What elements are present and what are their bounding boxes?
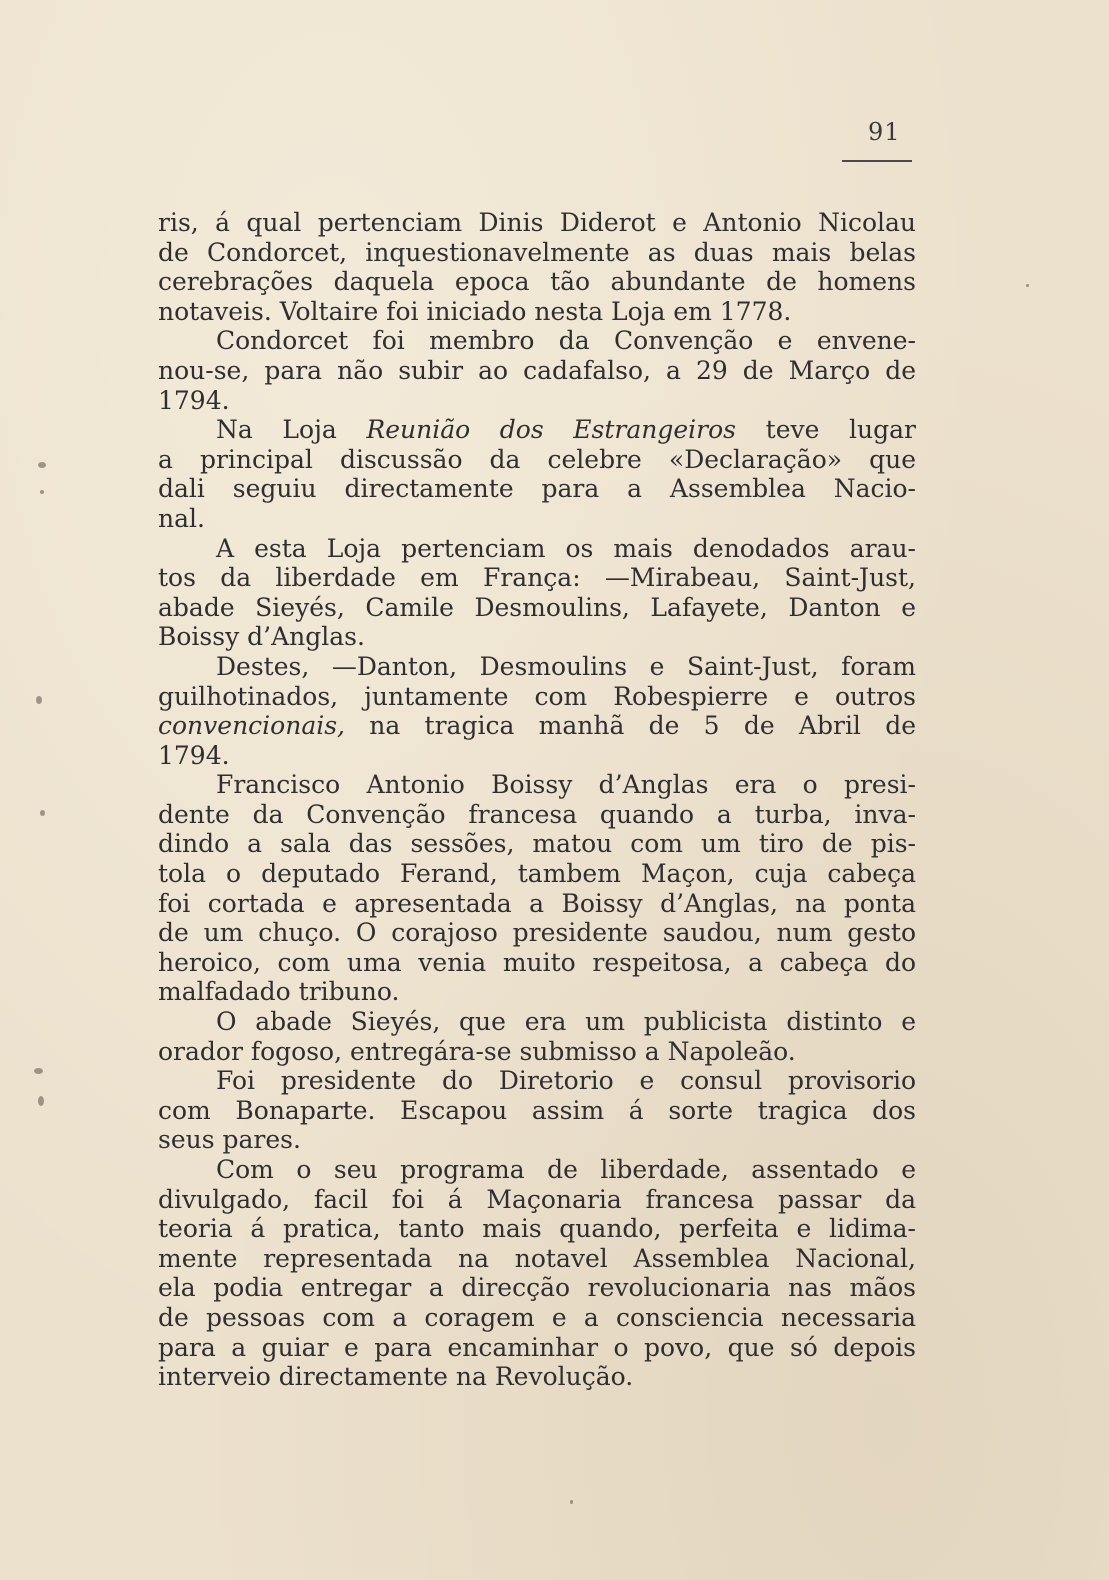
text-line: 1794. <box>158 740 230 770</box>
italic-term: convencionais, <box>158 711 345 741</box>
text-line: guilhotinados, juntamente com Robespierre e outros <box>158 681 916 711</box>
paragraph-start-line: A esta Loja pertenciam os mais denodados arau- <box>216 533 916 563</box>
text-line: heroico, com uma venia muito respeitosa, a cabeça do <box>158 947 916 977</box>
paper-speck <box>34 1068 43 1074</box>
paragraph-start-line: Condorcet foi membro da Convenção e envene- <box>216 326 916 356</box>
text-line: para a guiar e para encaminhar o povo, que só depois <box>158 1332 916 1362</box>
paragraph-start-line: O abade Sieyés, que era um publicista distinto e <box>216 1007 916 1037</box>
paper-speck <box>40 490 44 494</box>
paper-speck <box>1026 284 1029 287</box>
text-line: abade Sieyés, Camile Desmoulins, Lafayete, Danton e <box>158 592 916 622</box>
text-line: mente representada na notavel Assemblea Nacional, <box>158 1243 916 1273</box>
text-line: nou-se, para não subir ao cadafalso, a 29 de Março de <box>158 355 916 385</box>
text-line: de pessoas com a coragem e a consciencia necessaria <box>158 1302 916 1332</box>
paper-speck <box>40 810 45 816</box>
text-line: notaveis. Voltaire foi iniciado nesta Loja em 1778. <box>158 296 792 326</box>
paragraph-start-line: Francisco Antonio Boissy d’Anglas era o presi- <box>216 770 916 800</box>
text-line: ris, á qual pertenciam Dinis Diderot e Antonio Nicolau <box>158 208 916 237</box>
text-line: a principal discussão da celebre «Declaração» que <box>158 444 916 474</box>
text-line: malfadado tribuno. <box>158 977 400 1007</box>
text-line: seus pares. <box>158 1125 301 1155</box>
text-line: orador fogoso, entregára-se submisso a Napoleão. <box>158 1036 796 1066</box>
text-line: teoria á pratica, tanto mais quando, perfeita e lidima- <box>158 1214 916 1244</box>
text-line: 1794. <box>158 385 230 415</box>
paper-speck <box>36 696 42 704</box>
text-line: ela podia entregar a direcção revolucionaria nas mãos <box>158 1273 916 1303</box>
body-text <box>158 208 916 1392</box>
paragraph-start-line: Na Loja Reunião dos Estrangeiros teve lugar <box>216 415 917 445</box>
paper-speck <box>570 1500 573 1504</box>
text-line: nal. <box>158 503 205 533</box>
text-line: dindo a sala das sessões, matou com um tiro de pis- <box>158 829 916 859</box>
text-line: com Bonaparte. Escapou assim á sorte tragica dos <box>158 1095 916 1125</box>
italic-title: Reunião dos Estrangeiros <box>366 415 737 445</box>
text-line: foi cortada e apresentada a Boissy d’Anglas, na ponta <box>158 888 916 918</box>
page-number-rule <box>842 160 912 162</box>
text-line: divulgado, facil foi á Maçonaria francesa passar da <box>158 1184 916 1214</box>
paragraph-start-line: Com o seu programa de liberdade, assentado e <box>216 1155 916 1184</box>
text-line: convencionais, na tragica manhã de 5 de Abril de <box>158 711 916 741</box>
text-line: tola o deputado Ferand, tambem Maçon, cuja cabeça <box>158 859 916 889</box>
text-line: dali seguiu directamente para a Assemblea Nacio- <box>158 474 916 504</box>
text-line: Boissy d’Anglas. <box>158 622 365 652</box>
text-line: interveio directamente na Revolução. <box>158 1362 634 1392</box>
page-number: 91 <box>868 118 901 146</box>
text-line: dente da Convenção francesa quando a turba, inva- <box>158 799 916 829</box>
text-line: cerebrações daquela epoca tão abundante de homens <box>158 267 916 297</box>
paragraph-start-line: Destes, —Danton, Desmoulins e Saint-Just, foram <box>216 651 916 681</box>
paper-speck <box>38 462 46 468</box>
text-line: de Condorcet, inquestionavelmente as duas mais belas <box>158 237 916 267</box>
text-line: de um chuço. O corajoso presidente saudou, num gesto <box>158 918 916 948</box>
text-line: tos da liberdade em França: —Mirabeau, Saint-Just, <box>158 563 916 593</box>
paragraph-start-line: Foi presidente do Diretorio e consul provisorio <box>216 1066 916 1096</box>
paper-speck <box>38 1096 44 1106</box>
